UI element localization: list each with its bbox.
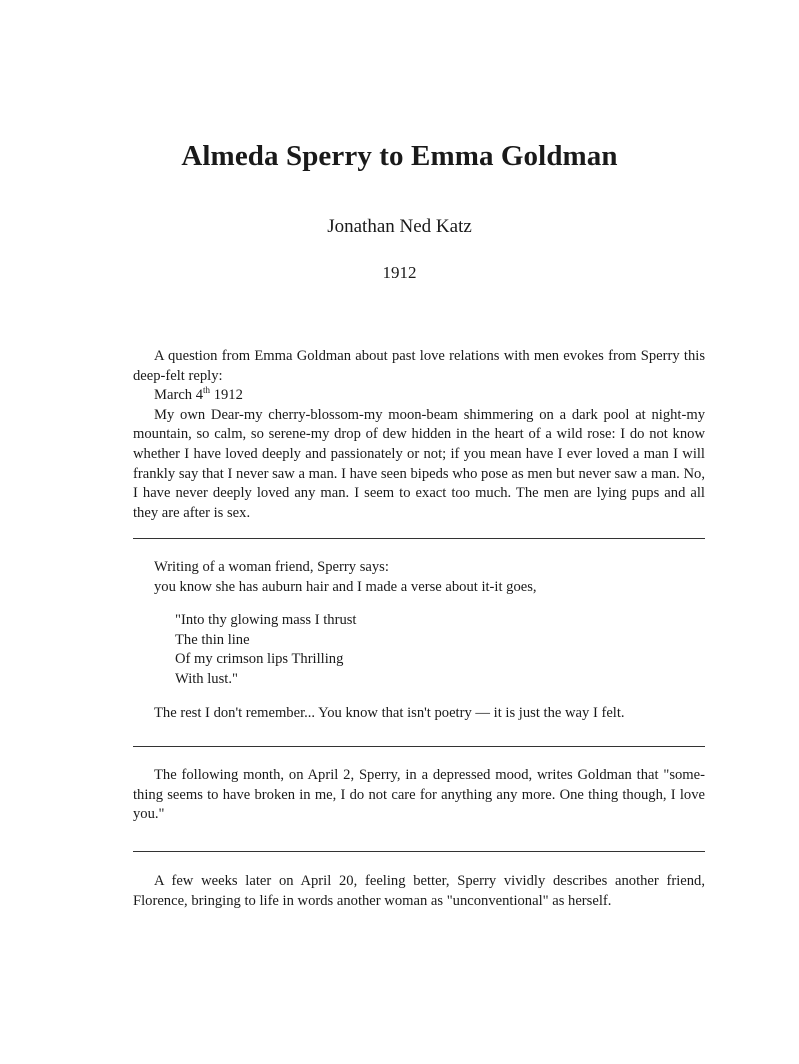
section-1-intro: A question from Emma Goldman about past love relations with men evokes from Sperry this deep-felt reply:: [133, 348, 705, 384]
section-divider-1: [133, 538, 705, 539]
verse-line-1: "Into thy glowing mass I thrust: [175, 612, 357, 629]
section-2-line2: you know she has auburn hair and I made a verse about it-it goes,: [154, 578, 537, 595]
section-2: [133, 558, 705, 723]
section-3: [133, 766, 705, 825]
document-title: Almeda Sperry to Emma Goldman: [181, 140, 618, 172]
section-2-closing: The rest I don't remember... You know that isn't poetry — it is just the way I felt.: [154, 704, 625, 721]
letter-date-prefix: March 4: [154, 387, 204, 404]
section-divider-3: [133, 851, 705, 852]
document-date: 1912: [382, 263, 417, 282]
document-author: Jonathan Ned Katz: [327, 216, 472, 237]
section-2-intro: Writing of a woman friend, Sperry says:: [154, 559, 389, 575]
section-4: [133, 872, 705, 911]
poem-verse: [133, 611, 705, 689]
section-divider-2: [133, 746, 705, 747]
section-1-letter: My own Dear-my cherry-blossom-my moon-beam shimmering on a dark pool at night-my mountain, so calm, so serene-my drop of dew hidden in the heart of a wild rose: I do not know whether I have loved deeply and passionately or not; if you mean have I ever loved a man I will frankly say that I never saw a man. I have seen bipeds who pose as men but never saw a man. No, I have never deeply loved any man. I seem to exact too much. The men are lying pups and all they are after is sex.: [133, 406, 705, 521]
section-1-letter-date: [133, 386, 705, 406]
verse-line-3: Of my crimson lips Thrilling: [175, 651, 344, 668]
verse-line-2: The thin line: [175, 631, 250, 648]
verse-line-4: With lust.": [175, 670, 238, 687]
letter-date-suffix: 1912: [210, 387, 243, 404]
section-4-text: A few weeks later on April 20, feeling better, Sperry vividly describes another friend, Florence, bringing to life in words another woman as "unconventional" as herself.: [133, 873, 705, 909]
letter-date-sup: th: [203, 385, 211, 396]
section-1: [133, 347, 705, 523]
section-3-text: The following month, on April 2, Sperry, in a depressed mood, writes Goldman that "something seems to have broken in me, I do not care for anything any more. One thing though, I love you.": [133, 767, 705, 823]
